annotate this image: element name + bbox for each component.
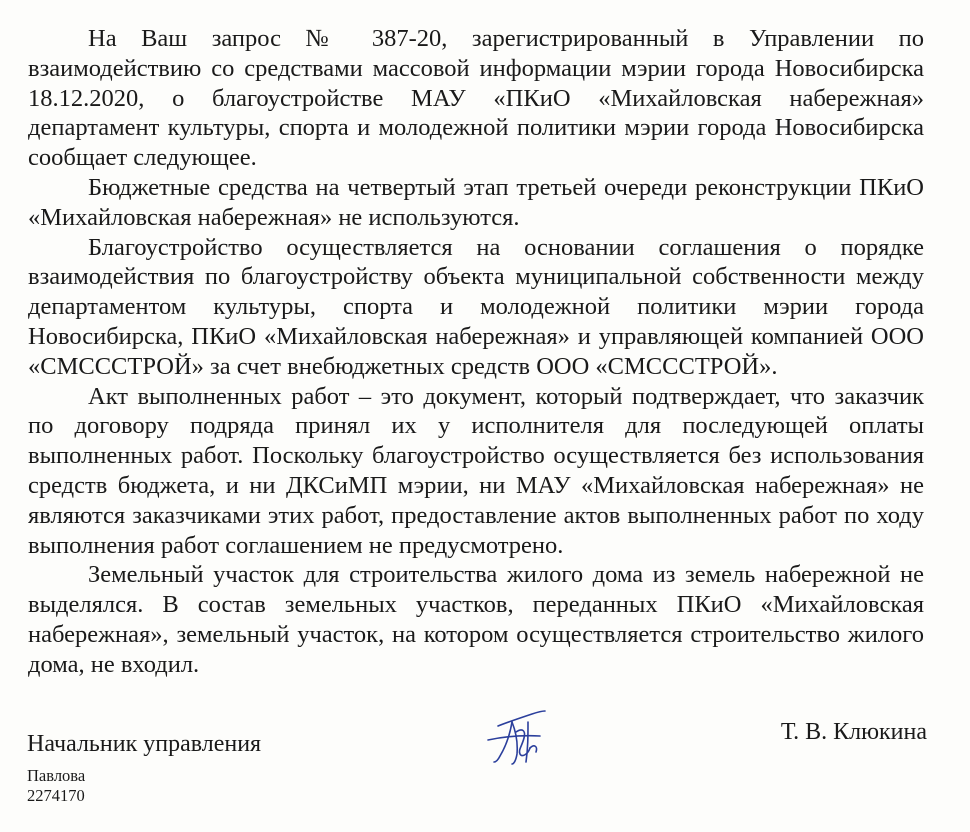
signer-name: Т. В. Клюкина [780, 719, 927, 745]
executor-phone: 2274170 [27, 786, 85, 805]
paragraph-budget: Бюджетные средства на четвертый этап третьей очереди реконструкции ПКиО «Михайловская набережная» не используются. [28, 173, 924, 231]
paragraph-agreement: Благоустройство осуществляется на основании соглашения о порядке взаимодействия по благоустройству объекта муниципальной собственности между департаментом культуры, спорта и молодежной политики мэрии города Новосибирска, ПКиО «Михайловская набережная» и управляющей компанией ООО «СМСССТРОЙ» за счет внебюджетных средств ООО «СМСССТРОЙ». [28, 233, 924, 380]
executor-name: Павлова [27, 766, 86, 785]
letter-body [28, 24, 924, 680]
signer-title: Начальник управления [27, 731, 262, 757]
signature-icon [468, 692, 558, 772]
paragraph-intro: На Ваш запрос № 387-20, зарегистрированный в Управлении по взаимодействию со средствами массовой информации мэрии города Новосибирска 18.12.2020, о благоустройстве МАУ «ПКиО «Михайловская набережная» департамент культуры, спорта и молодежной политики мэрии города Новосибирска сообщает следующее. [28, 25, 924, 172]
paragraph-land-plot: Земельный участок для строительства жилого дома из земель набережной не выделялся. В состав земельных участков, переданных ПКиО «Михайловская набережная», земельный участок, на котором осуществляется строительство жилого дома, не входил. [28, 561, 924, 678]
paragraph-acts: Акт выполненных работ – это документ, который подтверждает, что заказчик по договору подряда принял их у исполнителя для последующей оплаты выполненных работ. Поскольку благоустройство осуществляется без использования средств бюджета, и ни ДКСиМП мэрии, ни МАУ «Михайловская набережная» не являются заказчиками этих работ, предоставление актов выполненных работ по ходу выполнения работ соглашением не предусмотрено. [28, 382, 924, 559]
